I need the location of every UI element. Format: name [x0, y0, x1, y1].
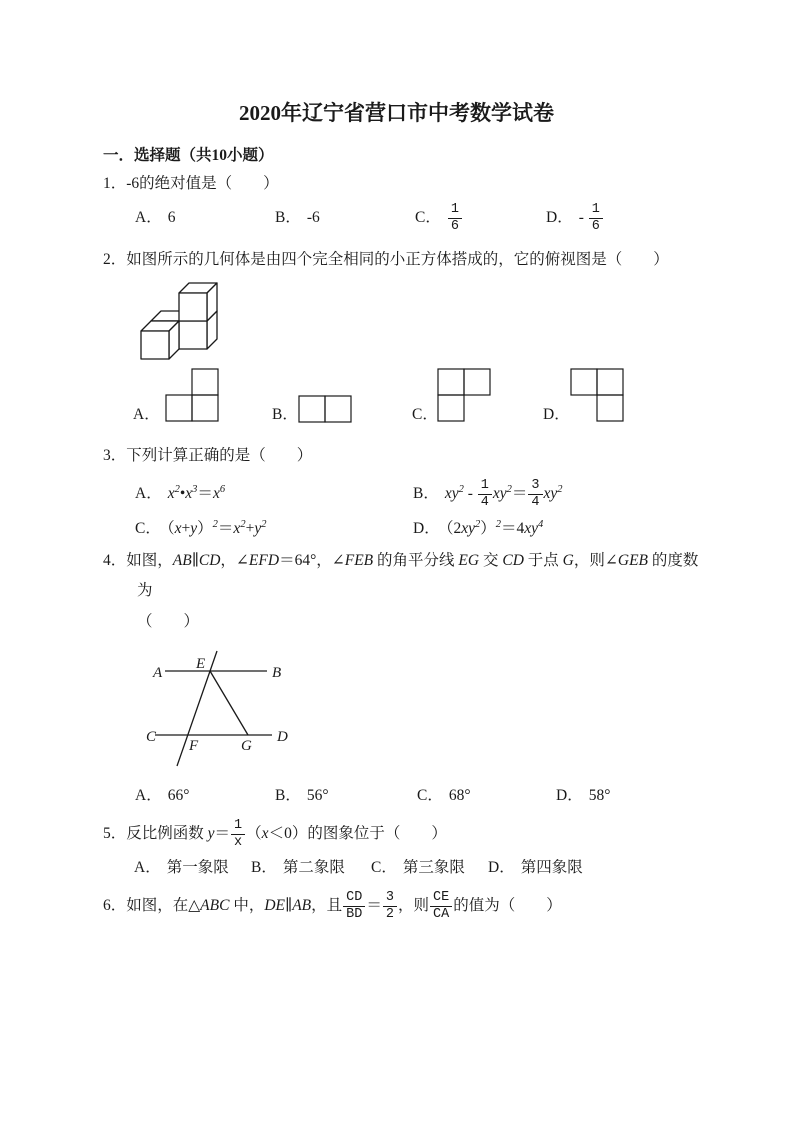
grid-square [325, 396, 351, 422]
option-label: D． [546, 209, 573, 226]
question-1-text: 1．-6的绝对值是（ ） [103, 175, 279, 192]
q1-option-d [546, 201, 604, 235]
option-formula: $(2xy^2)^2=4xy^4$ [445, 519, 544, 537]
option-label: C． [415, 209, 441, 226]
q2-option-d-shape [570, 368, 624, 422]
fraction: $\frac{3}{2}$ [383, 891, 397, 923]
point-label-b: B [272, 665, 282, 681]
fraction: $\frac{CD}{BD}$ [343, 891, 365, 923]
q3-option-b [413, 472, 563, 512]
bisector-EG [210, 671, 248, 735]
q1-option-a [135, 201, 175, 235]
cube-front-face [179, 293, 207, 321]
q3-option-d [413, 512, 543, 542]
option-label: C． [371, 859, 397, 876]
q2-option-c-shape [437, 368, 491, 422]
option-value: 58° [588, 787, 611, 804]
grid-square [192, 395, 218, 421]
q2-cubes-figure [139, 282, 219, 361]
grid-square [597, 395, 623, 421]
q2-option-c-label: C． [412, 406, 438, 423]
point-label-e: E [196, 656, 206, 672]
q3-option-a [135, 472, 225, 512]
option-value: 第二象限 [282, 859, 345, 876]
option-label: A． [135, 787, 162, 804]
q1-option-c [415, 201, 463, 235]
option-value: - $\frac{1}{6}$ [579, 209, 604, 226]
option-label: B． [251, 859, 277, 876]
fraction: $\frac{CE}{CA}$ [430, 891, 452, 923]
grid-square [597, 369, 623, 395]
option-formula: $xy^2$ - $\frac{1}{4}$ $xy^2=$ $\frac{3}{4}$ $xy^2$ [444, 477, 563, 510]
point-label-c: C [146, 729, 157, 745]
q4-option-a [135, 786, 189, 806]
grid-square [166, 395, 192, 421]
question-2-text: 2．如图所示的几何体是由四个完全相同的小正方体搭成的，它的俯视图是（ ） [103, 251, 669, 268]
fraction: $\frac{1}{4}$ [478, 479, 492, 511]
grid-square [571, 369, 597, 395]
question-3-text: 3．下列计算正确的是（ ） [103, 447, 313, 464]
option-value [447, 201, 463, 234]
cube-front-face [179, 321, 207, 349]
q5-option-b [251, 858, 345, 878]
grid-square [438, 369, 464, 395]
grid-square [192, 369, 218, 395]
option-formula: $(x+y)^2=x^2+y^2$ [166, 519, 267, 537]
q2-option-b-shape [298, 395, 352, 423]
cube-back-right-top [179, 283, 217, 321]
option-value: -6 [306, 209, 320, 226]
option-label: A． [135, 209, 162, 226]
q5-option-d [488, 858, 583, 878]
fraction: $\frac{1}{6}$ [589, 203, 603, 235]
question-4-blank-parens: （ ） [137, 613, 200, 630]
point-label-g: G [241, 738, 252, 754]
question-4-text: 4．如图，AB∥CD，∠EFD＝64°，∠FEB 的角平分线 EG 交 CD 于点 G，则∠GEB 的度数 [103, 552, 699, 569]
q5-option-a [134, 858, 229, 878]
question-4-text-line2: 为 [137, 582, 153, 599]
option-label: A． [134, 859, 161, 876]
option-label: D． [556, 787, 583, 804]
option-value: 56° [306, 787, 329, 804]
question-5-text: 5．反比例函数 y＝ $\frac{1}{x}$ （x＜0）的图象位于（ ） [103, 817, 447, 850]
option-label: B． [413, 485, 439, 502]
fraction: $\frac{1}{x}$ [231, 819, 245, 851]
grid-square [438, 395, 464, 421]
grid-square [299, 396, 325, 422]
section-heading: 一．选择题（共10小题） [103, 147, 274, 164]
option-value: 66° [167, 787, 190, 804]
cube-front-left [141, 321, 179, 359]
q4-option-b [275, 786, 329, 806]
point-label-f: F [189, 738, 199, 754]
option-value: 68° [448, 787, 471, 804]
point-label-d: D [277, 729, 288, 745]
fraction: $\frac{3}{4}$ [528, 479, 542, 511]
option-label: C． [135, 520, 161, 537]
q4-option-c [417, 786, 471, 806]
option-value: 第四象限 [520, 859, 583, 876]
option-formula: $x^2•x^3=x^6$ [167, 484, 226, 502]
option-label: A． [135, 485, 162, 502]
q2-option-a-label: A． [133, 406, 160, 423]
q4-option-d [556, 786, 610, 806]
option-label: B． [275, 787, 301, 804]
option-label: C． [417, 787, 443, 804]
question-6-text: 6．如图，在△ABC 中，DE∥AB，且 $\frac{CD}{BD}$ ＝ $\frac{3}{2}$ ，则 $\frac{CE}{CA}$ 的值为（ ） [103, 889, 562, 922]
cube-front-face [141, 331, 169, 359]
q4-geometry-figure [145, 640, 295, 775]
q1-option-b [275, 201, 320, 235]
q5-option-c [371, 858, 465, 878]
option-value: 第三象限 [402, 859, 465, 876]
option-label: D． [413, 520, 440, 537]
point-label-a: A [153, 665, 163, 681]
q2-option-b-label: B． [272, 406, 298, 423]
exam-title: 2020年辽宁省营口市中考数学试卷 [239, 101, 554, 125]
q2-option-a-shape [165, 368, 219, 422]
grid-square [464, 369, 490, 395]
option-label: D． [488, 859, 515, 876]
option-value: 第一象限 [166, 859, 229, 876]
option-label: B． [275, 209, 301, 226]
option-value: 6 [167, 209, 176, 226]
q2-option-d-label: D． [543, 406, 570, 423]
fraction: $\frac{1}{6}$ [448, 203, 462, 235]
q3-option-c [135, 512, 266, 542]
